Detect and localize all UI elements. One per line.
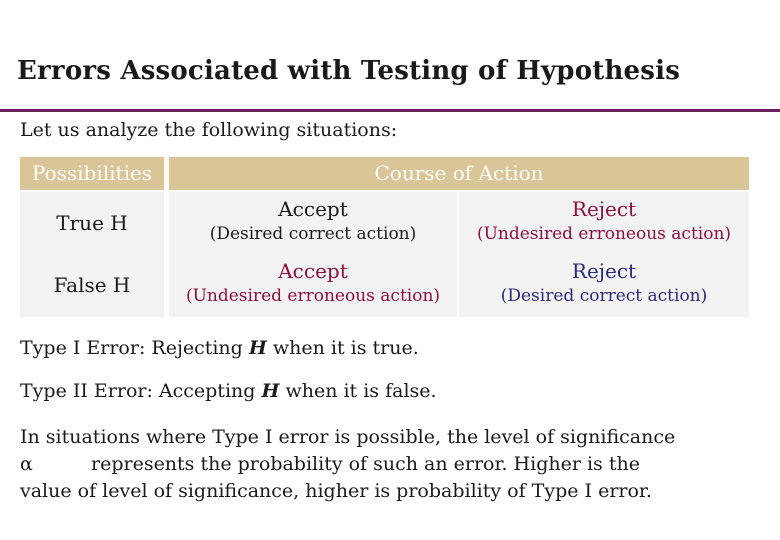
- type-two-error-definition: [20, 380, 437, 402]
- action-note: (Desired correct action): [209, 224, 417, 244]
- cell-true-h-reject: [459, 192, 749, 255]
- action-label: Reject: [571, 197, 637, 221]
- action-note: (Desired correct action): [500, 286, 708, 306]
- row-label-false-h: False H: [20, 254, 164, 317]
- type-one-error-definition: [20, 337, 419, 359]
- significance-paragraph: [20, 424, 760, 505]
- action-label: Accept: [278, 259, 348, 283]
- type-two-prefix: Type II Error: Accepting: [20, 380, 262, 402]
- action-note: (Undesired erroneous action): [476, 224, 732, 244]
- slide-title: Errors Associated with Testing of Hypothesis: [17, 56, 681, 86]
- cell-false-h-accept: [169, 254, 457, 317]
- hypothesis-symbol: H: [261, 380, 280, 402]
- hypothesis-symbol: H: [248, 337, 267, 359]
- header-course-of-action: Course of Action: [169, 157, 749, 190]
- type-one-suffix: when it is true.: [266, 337, 419, 359]
- action-label: Reject: [571, 259, 637, 283]
- cell-false-h-reject: [459, 254, 749, 317]
- type-two-suffix: when it is false.: [279, 380, 437, 402]
- paragraph-line-2: represents the probability of such an error. Higher is the: [91, 453, 640, 475]
- type-one-prefix: Type I Error: Rejecting: [20, 337, 249, 359]
- action-label: Accept: [278, 197, 348, 221]
- situations-table: [20, 157, 749, 317]
- alpha-symbol: α: [20, 453, 33, 475]
- cell-true-h-accept: [169, 192, 457, 255]
- title-divider: [0, 109, 780, 112]
- paragraph-line-1: In situations where Type I error is possible, the level of significance: [20, 426, 676, 448]
- row-label-true-h: True H: [20, 192, 164, 255]
- action-note: (Undesired erroneous action): [185, 286, 441, 306]
- paragraph-line-3: value of level of significance, higher is probability of Type I error.: [20, 480, 652, 502]
- header-possibilities: Possibilities: [20, 157, 164, 190]
- intro-text: Let us analyze the following situations:: [20, 119, 398, 141]
